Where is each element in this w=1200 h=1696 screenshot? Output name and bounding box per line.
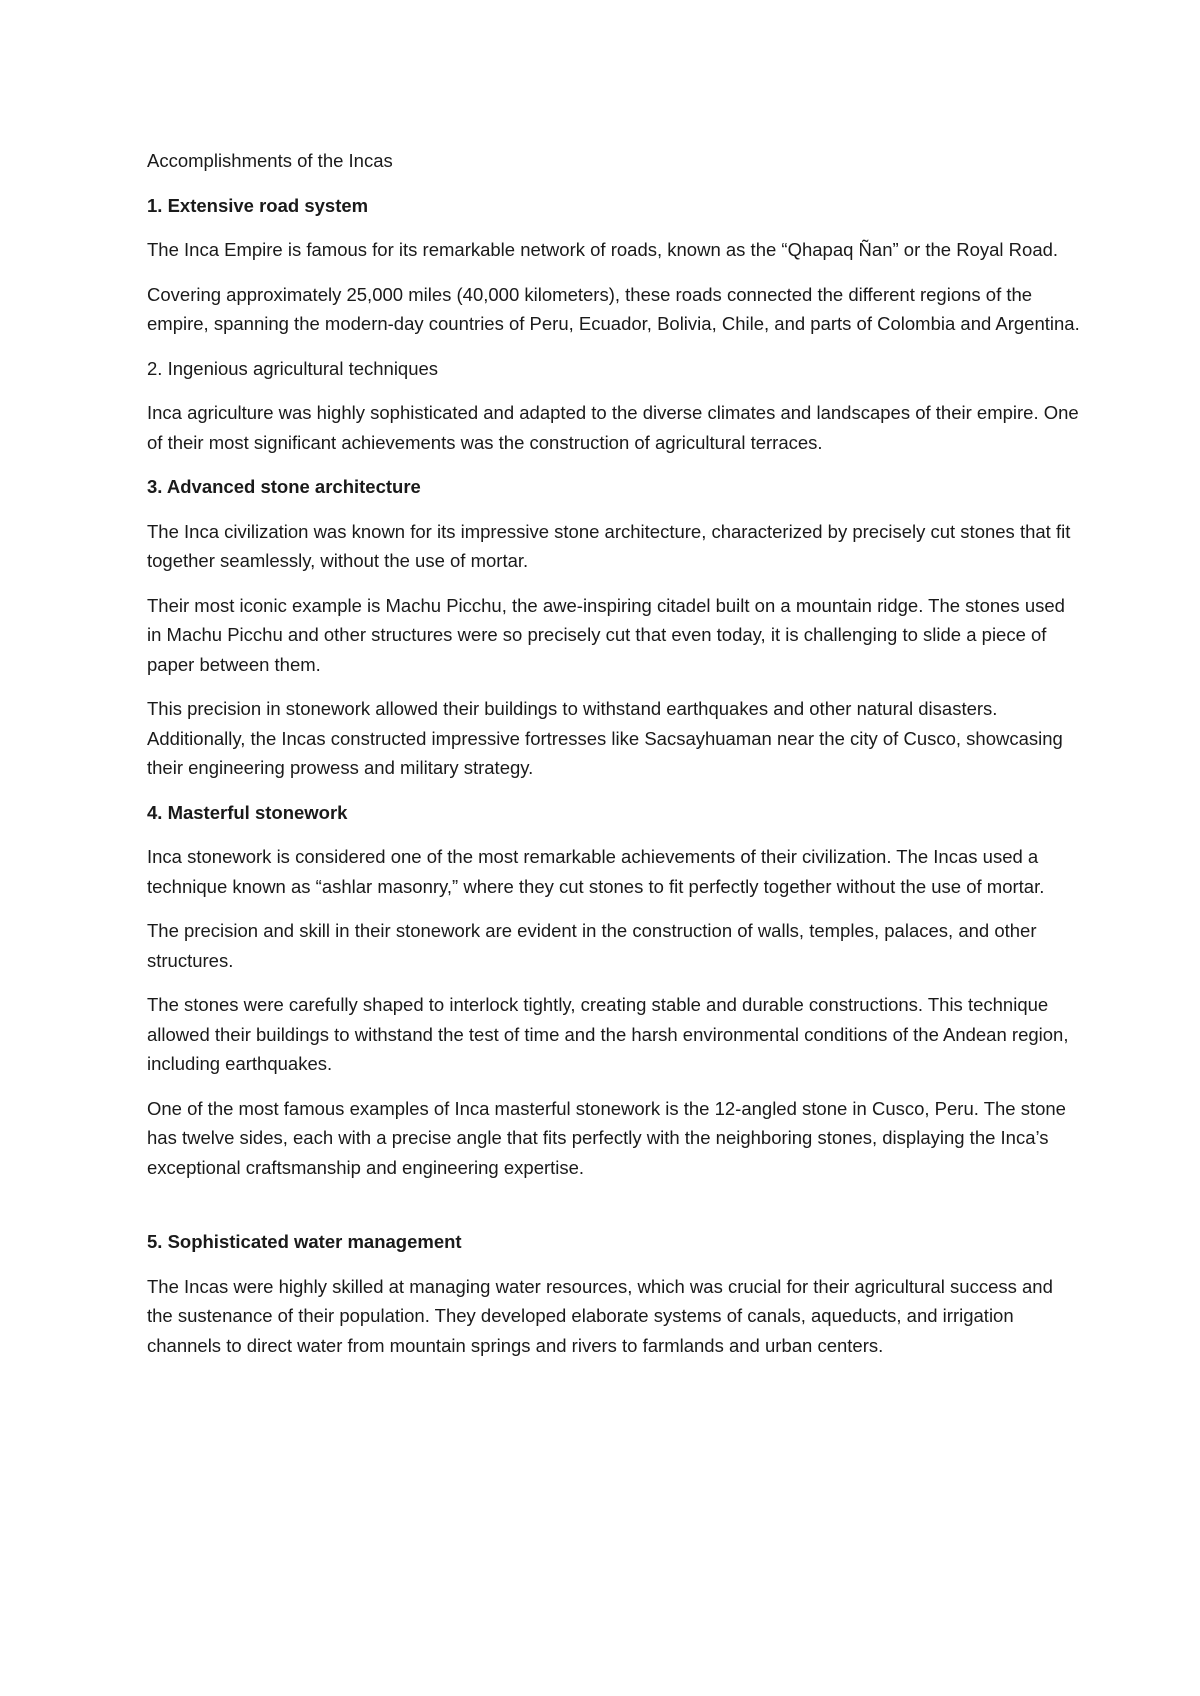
section-heading-water-management: 5. Sophisticated water management — [147, 1231, 462, 1252]
paragraph: Inca stonework is considered one of the most remarkable achievements of their civilization. The Incas used a technique known as “ashlar masonry,” where they cut stones to fit perfectly together without the use of mortar. — [147, 846, 1045, 897]
section-heading-stone-architecture: 3. Advanced stone architecture — [147, 476, 421, 497]
paragraph: Inca agriculture was highly sophisticated and adapted to the diverse climates and landscapes of their empire. One of their most significant achievements was the construction of agricultural terraces. — [147, 402, 1079, 453]
paragraph: Covering approximately 25,000 miles (40,000 kilometers), these roads connected the different regions of the empire, spanning the modern-day countries of Peru, Ecuador, Bolivia, Chile, and parts of Colombia and Argentina. — [147, 283, 1080, 334]
paragraph: One of the most famous examples of Inca masterful stonework is the 12-angled stone in Cusco, Peru. The stone has twelve sides, each with a precise angle that fits perfectly with the neighboring stones, displaying the Inca’s exceptional craftsmanship and engineering expertise. — [147, 1097, 1066, 1178]
paragraph: The precision and skill in their stonework are evident in the construction of walls, temples, palaces, and other structures. — [147, 920, 1037, 971]
document-title: Accomplishments of the Incas — [147, 150, 393, 171]
section-heading-masterful-stonework: 4. Masterful stonework — [147, 801, 348, 823]
paragraph: This precision in stonework allowed their buildings to withstand earthquakes and other natural disasters. Additionally, the Incas constructed impressive fortresses like Sacsayhuaman near the city of Cusco, showcasing their engineering prowess and military strategy. — [147, 698, 1063, 778]
paragraph: The Incas were highly skilled at managing water resources, which was crucial for their agricultural success and the sustenance of their population. They developed elaborate systems of canals, aqueducts, and irrigation channels to direct water from mountain springs and rivers to farmlands and urban centers. — [147, 1275, 1053, 1356]
paragraph: Their most iconic example is Machu Picchu, the awe-inspiring citadel built on a mountain ridge. The stones used in Machu Picchu and other structures were so precisely cut that even today, it is challenging to slide a piece of paper between them. — [147, 594, 1065, 675]
paragraph: The Inca Empire is famous for its remarkable network of roads, known as the “Qhapaq Ñan” or the Royal Road. — [147, 239, 1059, 260]
section-heading-road-system: 1. Extensive road system — [147, 194, 369, 216]
paragraph: The stones were carefully shaped to interlock tightly, creating stable and durable constructions. This technique allowed their buildings to withstand the test of time and the harsh environmental conditions of the Andean region, including earthquakes. — [147, 994, 1069, 1074]
blank-line — [147, 1197, 1080, 1227]
section-heading-agricultural-techniques: 2. Ingenious agricultural techniques — [147, 357, 439, 379]
paragraph: The Inca civilization was known for its impressive stone architecture, characterized by precisely cut stones that fit together seamlessly, without the use of mortar. — [147, 520, 1071, 571]
